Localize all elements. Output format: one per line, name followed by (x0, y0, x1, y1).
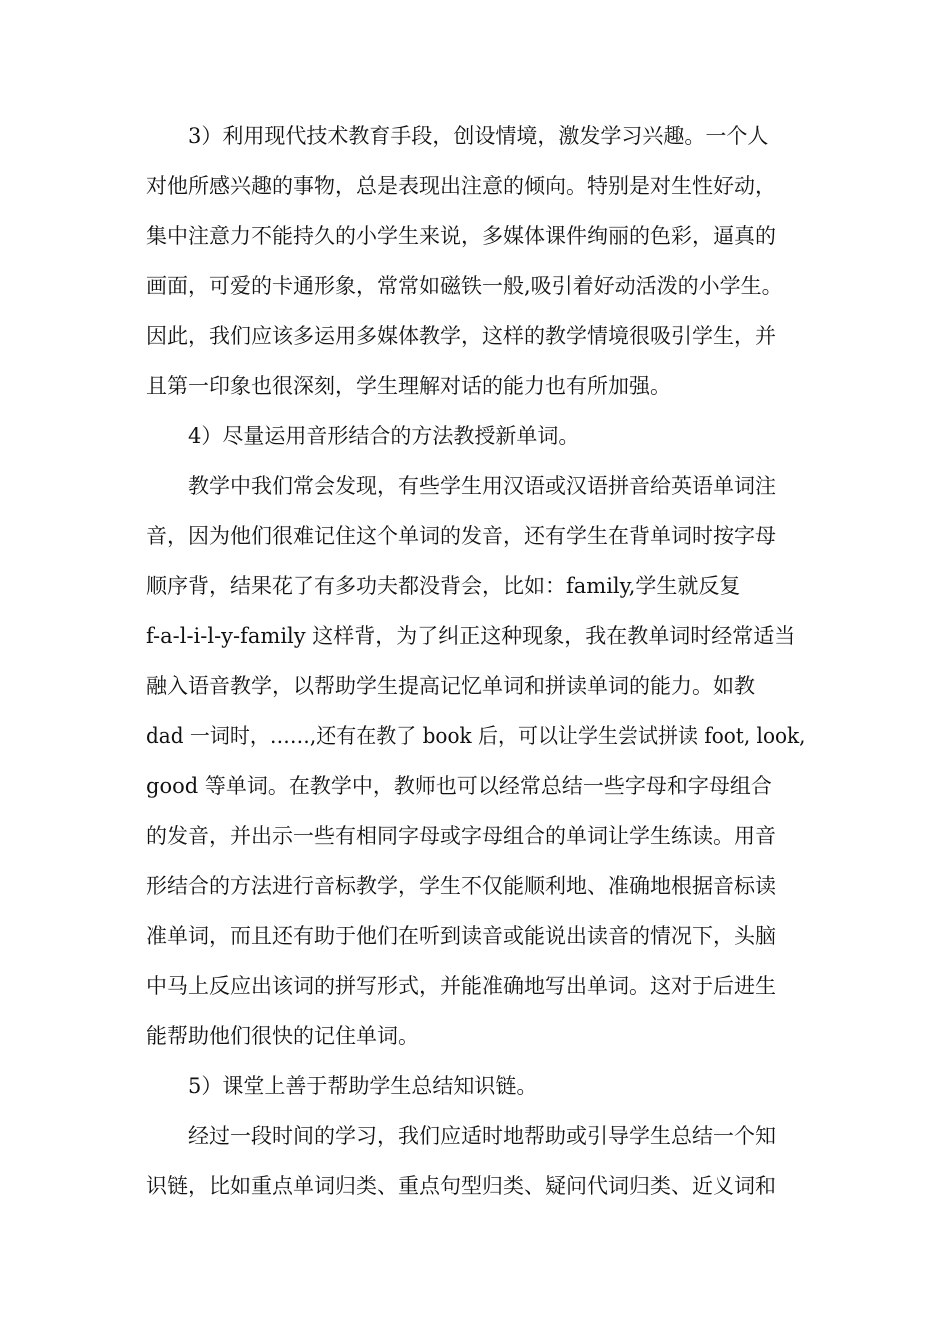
text-line: 教学中我们常会发现，有些学生用汉语或汉语拼音给英语单词注 (188, 474, 776, 498)
text-line: f-a-l-i-l-y-family 这样背，为了纠正这种现象，我在教单词时经常适当 (146, 624, 796, 648)
paragraph-5-heading: 5）课堂上善于帮助学生总结知识链。 (188, 1074, 538, 1098)
text-line: 对他所感兴趣的事物，总是表现出注意的倾向。特别是对生性好动， (146, 174, 776, 198)
text-line: 中马上反应出该词的拼写形式，并能准确地写出单词。这对于后进生 (146, 974, 776, 998)
text-line: dad 一词时，……,还有在教了 book 后，可以让学生尝试拼读 foot, look, (146, 724, 806, 748)
text-line: 集中注意力不能持久的小学生来说，多媒体课件绚丽的色彩，逼真的 (146, 224, 776, 248)
text-line: 融入语音教学，以帮助学生提高记忆单词和拼读单词的能力。如教 (146, 674, 755, 698)
paragraph-4-heading: 4）尽量运用音形结合的方法教授新单词。 (188, 424, 580, 448)
text-line: 且第一印象也很深刻，学生理解对话的能力也有所加强。 (146, 374, 671, 398)
text-line: 识链，比如重点单词归类、重点句型归类、疑问代词归类、近义词和 (146, 1174, 776, 1198)
text-line: good 等单词。在教学中，教师也可以经常总结一些字母和字母组合 (146, 774, 772, 798)
text-line: 形结合的方法进行音标教学，学生不仅能顺利地、准确地根据音标读 (146, 874, 776, 898)
text-line: 经过一段时间的学习，我们应适时地帮助或引导学生总结一个知 (188, 1124, 776, 1148)
text-line: 画面，可爱的卡通形象，常常如磁铁一般,吸引着好动活泼的小学生。 (146, 274, 783, 298)
text-line: 音，因为他们很难记住这个单词的发音，还有学生在背单词时按字母 (146, 524, 776, 548)
paragraph-3-heading: 3）利用现代技术教育手段，创设情境，激发学习兴趣。一个人 (188, 124, 769, 148)
text-line: 能帮助他们很快的记住单词。 (146, 1024, 419, 1048)
text-line: 的发音，并出示一些有相同字母或字母组合的单词让学生练读。用音 (146, 824, 776, 848)
text-line: 因此，我们应该多运用多媒体教学，这样的教学情境很吸引学生，并 (146, 324, 776, 348)
text-line: 准单词，而且还有助于他们在听到读音或能说出读音的情况下，头脑 (146, 924, 776, 948)
text-line: 顺序背，结果花了有多功夫都没背会，比如：family,学生就反复 (146, 574, 741, 598)
